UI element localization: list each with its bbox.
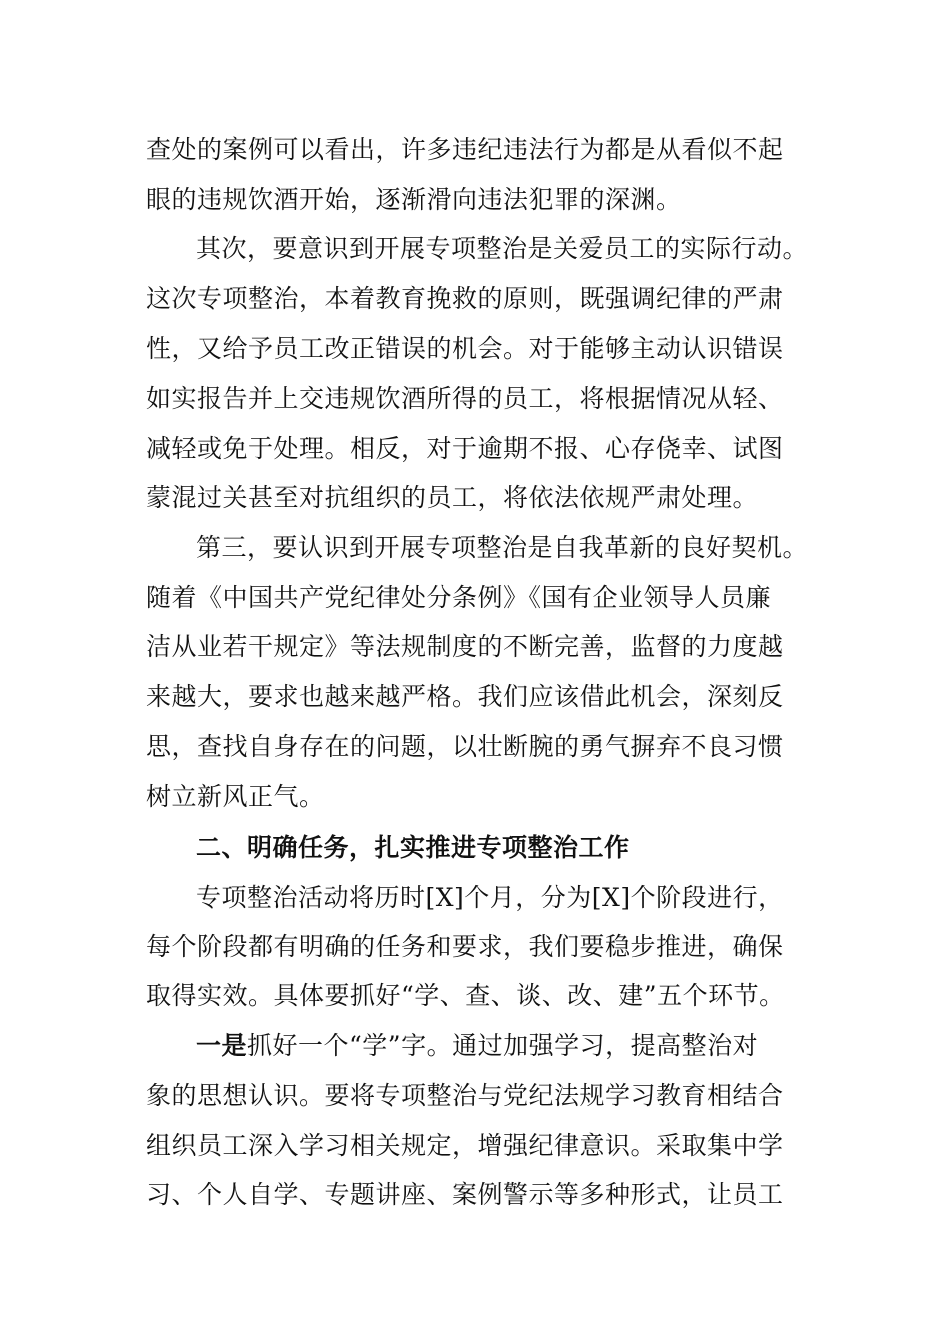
bold-lead-text: 一是 bbox=[196, 1031, 248, 1060]
paragraph-first-line: 第三，要认识到开展专项整治是自我革新的良好契机。 bbox=[196, 533, 809, 562]
paragraph-first-line bbox=[196, 1026, 950, 1066]
paragraph-first-line: 专项整治活动将历时[X]个月，分为[X]个阶段进行， bbox=[196, 883, 784, 912]
body-line: 蒙混过关甚至对抗组织的员工，将依法依规严肃处理。 bbox=[146, 483, 759, 512]
body-line: 眼的违规饮酒开始，逐渐滑向违法犯罪的深渊。 bbox=[146, 185, 682, 214]
body-line: 洁从业若干规定》等法规制度的不断完善，监督的力度越 bbox=[146, 632, 784, 661]
body-line: 组织员工深入学习相关规定，增强纪律意识。采取集中学 bbox=[146, 1131, 784, 1160]
body-line: 性，又给予员工改正错误的机会。对于能够主动认识错误 bbox=[146, 334, 784, 363]
body-line: 每个阶段都有明确的任务和要求，我们要稳步推进，确保 bbox=[146, 932, 784, 961]
body-line: 取得实效。具体要抓好“学、查、谈、改、建”五个环节。 bbox=[146, 981, 785, 1010]
body-line: 查处的案例可以看出，许多违纪违法行为都是从看似不起 bbox=[146, 135, 784, 164]
body-line: 来越大，要求也越来越严格。我们应该借此机会，深刻反 bbox=[146, 682, 784, 711]
section-heading: 二、明确任务，扎实推进专项整治工作 bbox=[196, 833, 630, 862]
paragraph-first-line: 其次，要意识到开展专项整治是关爱员工的实际行动。 bbox=[196, 234, 809, 263]
body-line: 减轻或免于处理。相反，对于逾期不报、心存侥幸、试图 bbox=[146, 434, 784, 463]
body-line: 思，查找自身存在的问题，以壮断腕的勇气摒弃不良习惯 bbox=[146, 732, 784, 761]
body-line: 树立新风正气。 bbox=[146, 782, 325, 811]
body-line: 这次专项整治，本着教育挽救的原则，既强调纪律的严肃 bbox=[146, 284, 784, 313]
body-line: 随着《中国共产党纪律处分条例》《国有企业领导人员廉 bbox=[146, 583, 772, 612]
body-line: 习、个人自学、专题讲座、案例警示等多种形式，让员工 bbox=[146, 1180, 784, 1209]
body-line: 象的思想认识。要将专项整治与党纪法规学习教育相结合 bbox=[146, 1081, 784, 1110]
body-text: 抓好一个“学”字。通过加强学习，提高整治对 bbox=[247, 1031, 759, 1060]
body-line: 如实报告并上交违规饮酒所得的员工，将根据情况从轻、 bbox=[146, 384, 784, 413]
